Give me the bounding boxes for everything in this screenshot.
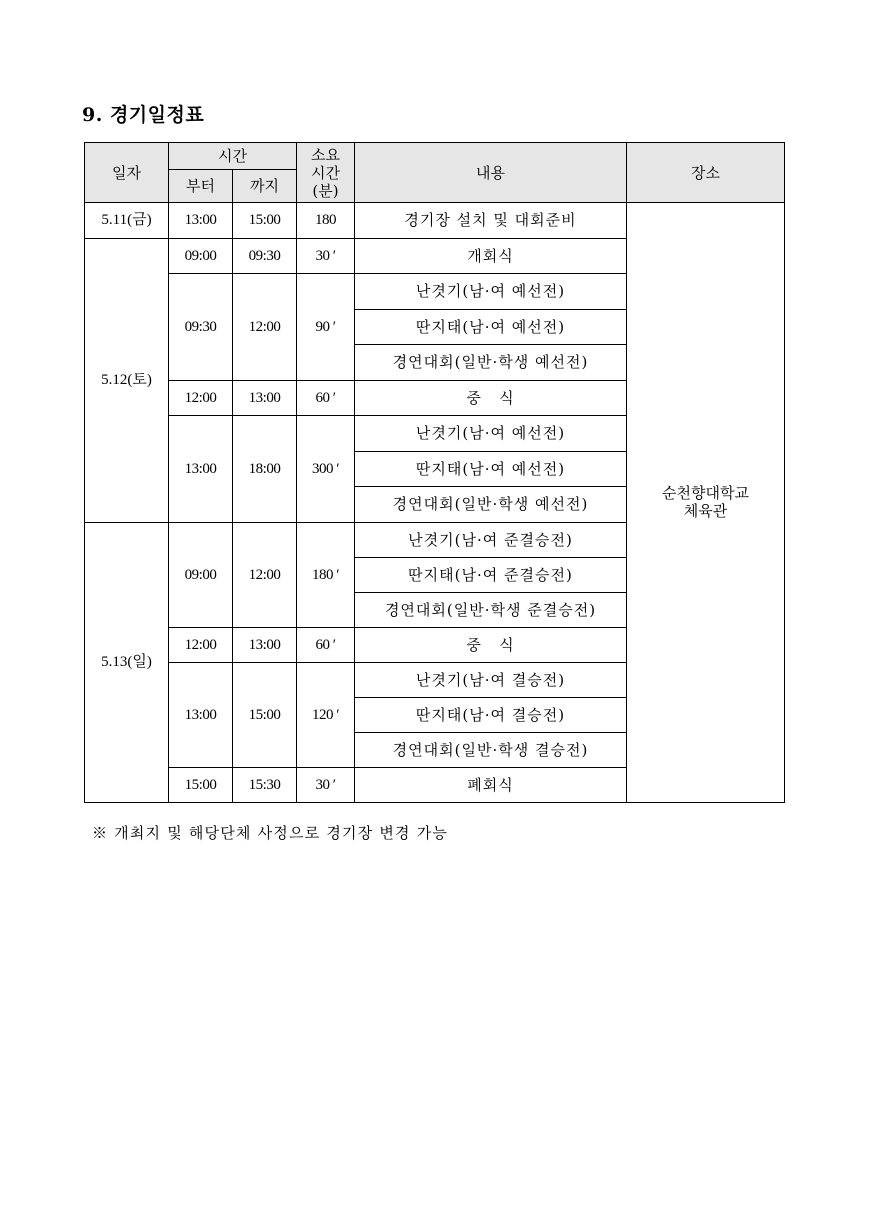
- duration-cell: 90 ′: [297, 274, 355, 381]
- from-cell: 12:00: [169, 380, 233, 416]
- duration-cell: 180: [297, 203, 355, 239]
- header-content: 내용: [355, 143, 627, 203]
- header-duration-text: 소요 시간 (분): [311, 145, 340, 200]
- duration-cell: 30 ′: [297, 238, 355, 274]
- content-cell: 경연대회(일반·학생 예선전): [355, 345, 627, 381]
- header-time: 시간: [169, 143, 297, 170]
- content-text: 중 식: [466, 635, 515, 654]
- to-cell: 15:00: [233, 203, 297, 239]
- content-cell: 딴지태(남·여 결승전): [355, 697, 627, 732]
- from-cell: 15:00: [169, 767, 233, 802]
- to-cell: 09:30: [233, 238, 297, 274]
- content-text: 중 식: [466, 388, 515, 407]
- content-cell: 경연대회(일반·학생 준결승전): [355, 592, 627, 627]
- content-cell: 딴지태(남·여 예선전): [355, 451, 627, 487]
- from-cell: 09:00: [169, 522, 233, 627]
- content-cell: 폐회식: [355, 767, 627, 802]
- schedule-table: [84, 142, 785, 803]
- date-cell: 5.11(금): [85, 203, 169, 239]
- section-title: 9. 경기일정표: [82, 104, 205, 126]
- header-venue: 장소: [627, 143, 785, 203]
- from-cell: 13:00: [169, 416, 233, 523]
- venue-cell: [627, 203, 785, 803]
- duration-cell: 180 ′: [297, 522, 355, 627]
- to-cell: 15:30: [233, 767, 297, 802]
- content-cell: 난겻기(남·여 준결승전): [355, 522, 627, 557]
- from-cell: 13:00: [169, 662, 233, 767]
- content-cell: [355, 627, 627, 662]
- content-cell: 난겻기(남·여 예선전): [355, 416, 627, 452]
- from-cell: 09:30: [169, 274, 233, 381]
- content-cell: 경연대회(일반·학생 결승전): [355, 732, 627, 767]
- header-duration: [297, 143, 355, 203]
- to-cell: 12:00: [233, 522, 297, 627]
- content-cell: 딴지태(남·여 준결승전): [355, 557, 627, 592]
- content-cell: 경연대회(일반·학생 예선전): [355, 487, 627, 523]
- content-cell: 개회식: [355, 238, 627, 274]
- venue-text: 순천향대학교 체육관: [662, 484, 749, 521]
- to-cell: 18:00: [233, 416, 297, 523]
- date-cell: 5.13(일): [85, 522, 169, 802]
- footnote: ※ 개최지 및 해당단체 사정으로 경기장 변경 가능: [92, 824, 449, 842]
- header-to: 까지: [233, 170, 297, 203]
- duration-cell: 300 ′: [297, 416, 355, 523]
- duration-cell: 120 ′: [297, 662, 355, 767]
- from-cell: 13:00: [169, 203, 233, 239]
- content-cell: 경기장 설치 및 대회준비: [355, 203, 627, 239]
- from-cell: 12:00: [169, 627, 233, 662]
- duration-cell: 30 ′: [297, 767, 355, 802]
- content-cell: 난겻기(남·여 결승전): [355, 662, 627, 697]
- date-cell: 5.12(토): [85, 238, 169, 522]
- to-cell: 15:00: [233, 662, 297, 767]
- to-cell: 12:00: [233, 274, 297, 381]
- content-cell: 딴지태(남·여 예선전): [355, 309, 627, 345]
- from-cell: 09:00: [169, 238, 233, 274]
- header-date: 일자: [85, 143, 169, 203]
- to-cell: 13:00: [233, 380, 297, 416]
- to-cell: 13:00: [233, 627, 297, 662]
- content-cell: 난겻기(남·여 예선전): [355, 274, 627, 310]
- content-cell: [355, 380, 627, 416]
- duration-cell: 60 ′: [297, 627, 355, 662]
- duration-cell: 60 ′: [297, 380, 355, 416]
- header-from: 부터: [169, 170, 233, 203]
